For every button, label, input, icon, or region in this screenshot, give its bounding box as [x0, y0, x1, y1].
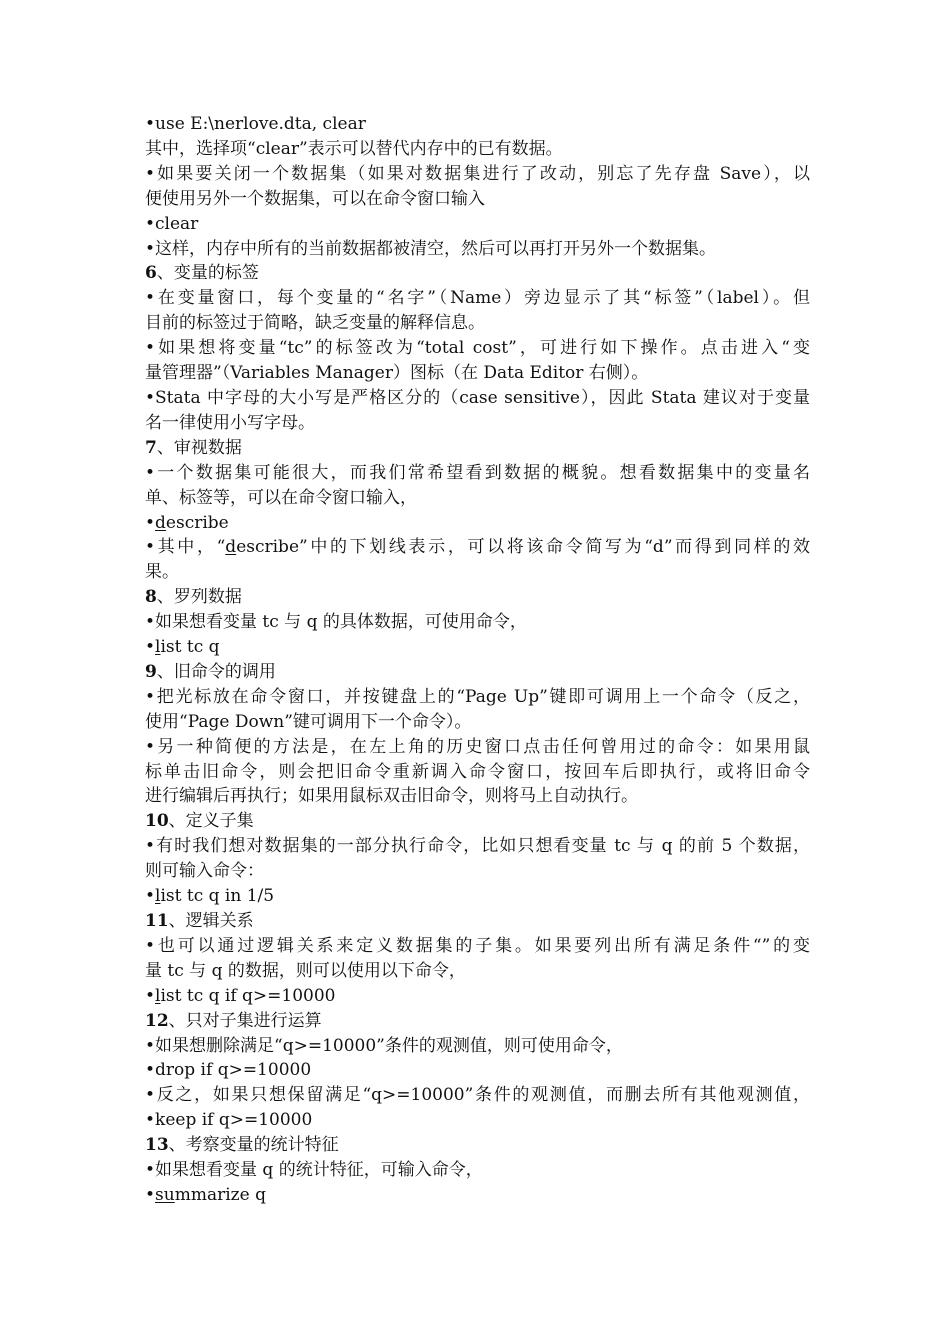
text-line: •反之，如果只想保留满足“q>=10000”条件的观测值，而删去所有其他观测值， — [145, 1085, 810, 1106]
text-line: 标单击旧命令，则会把旧命令重新调入命令窗口，按回车后即执行，或将旧命令 — [145, 761, 810, 782]
underlined-abbrev: d — [155, 512, 166, 533]
text-line: 进行编辑后再执行；如果用鼠标双击旧命令，则将马上自动执行。 — [145, 786, 638, 807]
section-number: 12 — [145, 1010, 169, 1031]
command-rest: ist tc q if q>=10000 — [160, 985, 336, 1006]
code-line-summarize — [145, 1183, 810, 1208]
code-line-keep: •keep if q>=10000 — [145, 1110, 313, 1131]
section-heading-10 — [145, 809, 810, 834]
underlined-abbrev: d — [225, 537, 237, 558]
section-title: 、只对子集进行运算 — [168, 1010, 322, 1031]
section-number: 6 — [145, 263, 157, 284]
text-line: •把光标放在命令窗口，并按键盘上的“Page Up”键即可调用上一个命令（反之， — [145, 686, 810, 707]
underlined-abbrev: su — [155, 1184, 175, 1205]
section-title: 、罗列数据 — [156, 587, 242, 608]
text-line: 单、标签等，可以在命令窗口输入， — [145, 487, 417, 508]
code-line-clear: •clear — [145, 213, 199, 234]
text-part: escribe”中的下划线表示，可以将该命令简写为“d”而得到同样的效 — [236, 537, 810, 558]
section-number: 8 — [145, 587, 157, 608]
text-line: •一个数据集可能很大，而我们常希望看到数据的概貌。想看数据集中的变量名 — [145, 462, 810, 483]
text-line: •Stata 中字母的大小写是严格区分的（case sensitive），因此 Stata 建议对于变量 — [145, 387, 810, 408]
underlined-abbrev: l — [155, 637, 161, 658]
text-line: •有时我们想对数据集的一部分执行命令，比如只想看变量 tc 与 q 的前 5 个数据， — [145, 836, 810, 857]
bullet: • — [145, 1184, 156, 1205]
code-line-drop: •drop if q>=10000 — [145, 1060, 312, 1081]
section-number: 11 — [145, 911, 169, 931]
text-line: •如果想删除满足“q>=10000”条件的观测值，则可使用命令， — [145, 1035, 623, 1056]
text-line: 目前的标签过于简略，缺乏变量的解释信息。 — [145, 313, 485, 334]
section-heading-8 — [145, 585, 810, 610]
section-title: 、考察变量的统计特征 — [168, 1135, 339, 1156]
command-rest: ist tc q in 1/5 — [160, 886, 275, 907]
bullet: • — [145, 637, 156, 658]
code-line-list-if — [145, 984, 810, 1009]
bullet: • — [145, 985, 156, 1006]
text-line: 便使用另外一个数据集，可以在命令窗口输入 — [145, 188, 485, 209]
bullet: • — [145, 512, 156, 533]
underlined-abbrev: l — [155, 886, 161, 907]
text-line: 量管理器”（Variables Manager）图标（在 Data Editor 右侧）。 — [145, 363, 649, 384]
command-rest: escribe — [165, 512, 229, 533]
section-heading-12 — [145, 1009, 810, 1034]
section-number: 9 — [145, 661, 157, 682]
code-line-use: •use E:\nerlove.dta, clear — [145, 114, 366, 134]
text-line: 其中，选择项“clear”表示可以替代内存中的已有数据。 — [145, 138, 563, 159]
text-line: 使用“Page Down”键可调用下一个命令）。 — [145, 711, 472, 732]
text-line: •如果想看变量 q 的统计特征，可输入命令， — [145, 1160, 483, 1181]
section-number: 13 — [145, 1135, 169, 1156]
underlined-abbrev: l — [155, 985, 161, 1006]
section-heading-13 — [145, 1133, 810, 1158]
bullet: • — [145, 886, 156, 907]
text-part: •其中，“ — [145, 537, 226, 558]
command-rest: ist tc q — [160, 637, 220, 658]
section-heading-7 — [145, 436, 810, 461]
command-rest: mmarize q — [174, 1184, 266, 1205]
text-line — [145, 535, 810, 560]
code-line-list-in — [145, 884, 810, 909]
text-line: 果。 — [145, 562, 179, 583]
section-title: 、逻辑关系 — [168, 911, 254, 931]
text-line: •另一种简便的方法是，在左上角的历史窗口点击任何曾用过的命令：如果用鼠 — [145, 736, 810, 757]
document-body — [145, 112, 810, 1208]
section-title: 、变量的标签 — [156, 263, 259, 284]
text-line: •也可以通过逻辑关系来定义数据集的子集。如果要列出所有满足条件“”的变 — [145, 935, 810, 956]
text-line: •如果要关闭一个数据集（如果对数据集进行了改动，别忘了先存盘 Save），以 — [145, 163, 810, 184]
section-title: 、审视数据 — [156, 437, 242, 458]
code-line-describe — [145, 511, 810, 536]
section-heading-11 — [145, 909, 810, 934]
text-line: 量 tc 与 q 的数据，则可以使用以下命令， — [145, 960, 466, 981]
section-number: 10 — [145, 811, 169, 832]
section-heading-9 — [145, 660, 810, 685]
section-title: 、旧命令的调用 — [156, 661, 276, 682]
section-title: 、定义子集 — [168, 811, 254, 832]
text-line: •在变量窗口，每个变量的“名字”（Name）旁边显示了其“标签”（label）。但 — [145, 288, 810, 309]
section-number: 7 — [145, 437, 157, 458]
code-line-list — [145, 635, 810, 660]
text-line: 名一律使用小写字母。 — [145, 412, 315, 433]
text-line: •这样，内存中所有的当前数据都被清空，然后可以再打开另外一个数据集。 — [145, 238, 717, 259]
text-line: •如果想将变量“tc”的标签改为“total cost”，可进行如下操作。点击进入“变 — [145, 338, 810, 359]
text-line: •如果想看变量 tc 与 q 的具体数据，可使用命令， — [145, 612, 527, 633]
text-line: 则可输入命令： — [145, 861, 264, 882]
section-heading-6 — [145, 261, 810, 286]
